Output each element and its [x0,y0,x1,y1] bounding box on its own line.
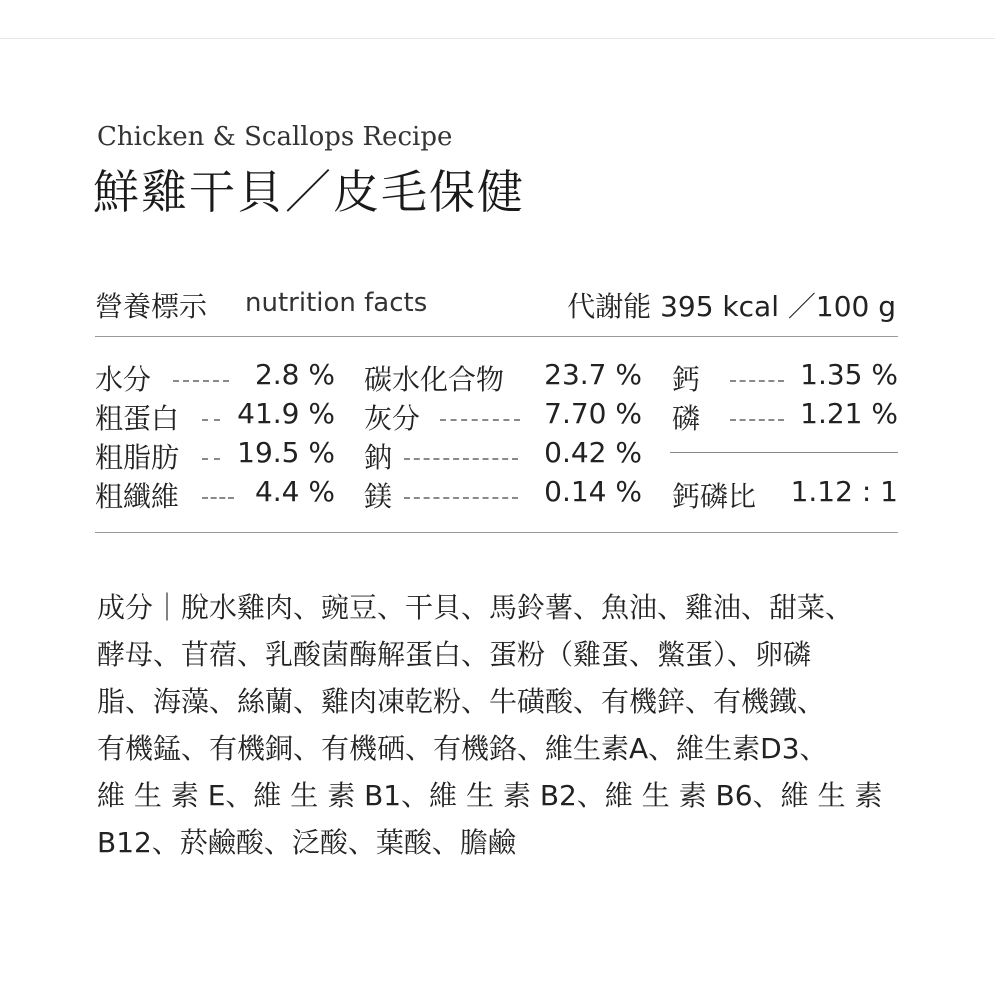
nutrient-value: 19.5 % [237,436,335,469]
leader-dots [173,380,229,382]
leader-dots [404,497,518,499]
nutrient-crude-fiber [95,475,335,515]
nutrient-magnesium [364,475,642,515]
nutrient-label: 灰分 [364,402,421,435]
recipe-title-zh: 鮮雞干貝／皮毛保健 [93,165,525,219]
nutrient-label: 碳水化合物 [364,363,505,396]
ingredients-line: 維 生 素 E、維 生 素 B1、維 生 素 B2、維 生 素 B6、維 生 素 [97,779,883,812]
nutrient-value: 1.21 % [800,397,898,430]
nutrient-label: 粗蛋白 [95,402,180,435]
leader-dots [202,497,234,499]
nutrient-moisture [95,358,335,398]
nutrient-label: 粗脂肪 [95,441,180,474]
nutrient-ash [364,397,642,437]
nutrition-title-en: nutrition facts [245,288,428,318]
nutrient-value: 0.14 % [544,475,642,508]
nutrient-carbohydrate [364,358,642,398]
nutrient-label: 粗纖維 [95,480,180,513]
nutrient-label: 磷 [672,402,701,435]
nutrient-value: 4.4 % [254,475,335,508]
leader-dots [730,380,784,382]
nutrient-value: 7.70 % [544,397,642,430]
ingredients-line: 酵母、苜蓿、乳酸菌酶解蛋白、蛋粉（雞蛋、鱉蛋）、卵磷 [97,638,812,671]
nutrient-label: 鎂 [364,480,393,513]
ingredients-line: 成分｜脫水雞肉、豌豆、干貝、馬鈴薯、魚油、雞油、甜菜、 [97,591,854,624]
ratio-value: 1.12 : 1 [790,475,898,508]
nutrient-value: 2.8 % [254,358,335,391]
ingredients-block [97,584,907,866]
leader-dots [202,458,220,460]
nutrient-value: 0.42 % [544,436,642,469]
nutrition-bottom-divider [95,532,898,533]
nutrition-title-zh: 營養標示 [95,290,208,323]
nutrient-sodium [364,436,642,476]
nutrient-crude-protein [95,397,335,437]
nutrient-calcium [672,358,898,398]
nutrient-value: 1.35 % [800,358,898,391]
nutrient-label: 水分 [95,363,152,396]
leader-dots [440,419,520,421]
nutrient-label: 鈣 [672,363,701,396]
nutrient-value: 23.7 % [544,358,642,391]
nutrient-label: 鈉 [364,441,393,474]
metabolizable-energy: 代謝能 395 kcal ／100 g [567,290,896,323]
ratio-divider [670,452,898,453]
ingredients-line: 有機錳、有機銅、有機硒、有機鉻、維生素A、維生素D3、 [97,732,828,765]
top-divider [0,38,995,39]
ratio-label: 鈣磷比 [672,480,757,513]
ingredients-line: 脂、海藻、絲蘭、雞肉凍乾粉、牛磺酸、有機鋅、有機鐵、 [97,685,826,718]
header-divider [95,336,898,337]
nutrient-value: 41.9 % [237,397,335,430]
leader-dots [202,419,220,421]
ingredients-line: B12、菸鹼酸、泛酸、葉酸、膽鹼 [97,826,516,859]
leader-dots [730,419,784,421]
calcium-phosphorus-ratio [672,475,898,515]
nutrition-facts-header [95,285,900,325]
nutrient-phosphorus [672,397,898,437]
nutrient-crude-fat [95,436,335,476]
recipe-name-en: Chicken & Scallops Recipe [97,122,453,152]
leader-dots [404,458,518,460]
